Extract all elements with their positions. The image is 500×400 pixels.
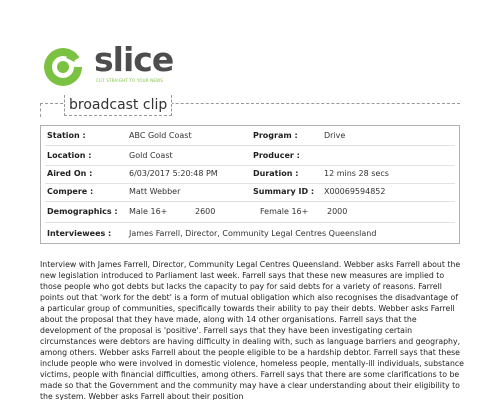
interviewees-value: James Farrell, Director, Community Legal Centres Queensland — [129, 229, 377, 238]
location-value: Gold Coast — [129, 151, 173, 160]
program-value: Drive — [324, 131, 346, 140]
demographics-label: Demographics : — [47, 207, 118, 216]
summary-id-label: Summary ID : — [253, 187, 315, 196]
row-divider — [45, 165, 455, 166]
row-divider — [45, 201, 455, 202]
compere-label: Compere : — [47, 187, 94, 196]
duration-label: Duration : — [253, 169, 299, 178]
clip-summary: Interview with James Farrell, Director, Community Legal Centres Queensland. Webber asks Farrell about the new legislation introduced to Parliament last week. Farrell says that these new measures are implied to those people who got debts but lacks the capacity to pay for said debts for a variety of reasons. Farrell points out that 'work for the debt' is a form of mutual obligation which also recognises the disadvantage of a particular group of communities, specifically towards their ability to pay their debts. Webber asks Farrell about the proposal that they have made, along with 14 other organisations. Farrell says that the development of the proposal is 'positive'. Farrell says that they have been investigating certain circumstances were debtors are having difficulty in dealing with, such as language barriers and geography, among others. Webber asks Farrell about the people eligible to be a hardship debtor. Farrell says that these include people who were involved in domestic violence, homeless people, mentally-ill individuals, substance victims, people with financial difficulties, among others. Farrell says that there are some clarifications to be made so that the Government and the community may have a clear understanding about their eligibility to the system. Webber asks Farrell about their position — [40, 260, 464, 400]
male-demographic-value: 2600 — [195, 207, 216, 216]
row-divider — [45, 183, 455, 184]
row-divider — [45, 222, 455, 223]
location-label: Location : — [47, 151, 92, 160]
section-divider-edge — [40, 103, 41, 117]
summary-id-value: X00069594852 — [324, 187, 386, 196]
duration-value: 12 mins 28 secs — [324, 169, 389, 178]
female-demographic-label: Female 16+ — [260, 207, 309, 216]
aired-value: 6/03/2017 5:20:48 PM — [129, 169, 218, 178]
interviewees-label: Interviewees : — [47, 229, 112, 238]
row-divider — [45, 145, 455, 146]
station-label: Station : — [47, 131, 86, 140]
broadcast-details — [40, 125, 460, 244]
compere-value: Matt Webber — [129, 187, 181, 196]
female-demographic-value: 2000 — [327, 207, 348, 216]
producer-label: Producer : — [253, 151, 300, 160]
slice-logo-icon — [42, 46, 84, 88]
brand-name: slice — [94, 40, 174, 79]
station-value: ABC Gold Coast — [129, 131, 192, 140]
section-title: broadcast clip — [64, 95, 172, 116]
brand-tagline: CUT STRAIGHT TO YOUR NEWS — [96, 78, 164, 83]
aired-label: Aired On : — [47, 169, 93, 178]
program-label: Program : — [253, 131, 298, 140]
slice-logo — [40, 40, 180, 88]
male-demographic-label: Male 16+ — [129, 207, 168, 216]
